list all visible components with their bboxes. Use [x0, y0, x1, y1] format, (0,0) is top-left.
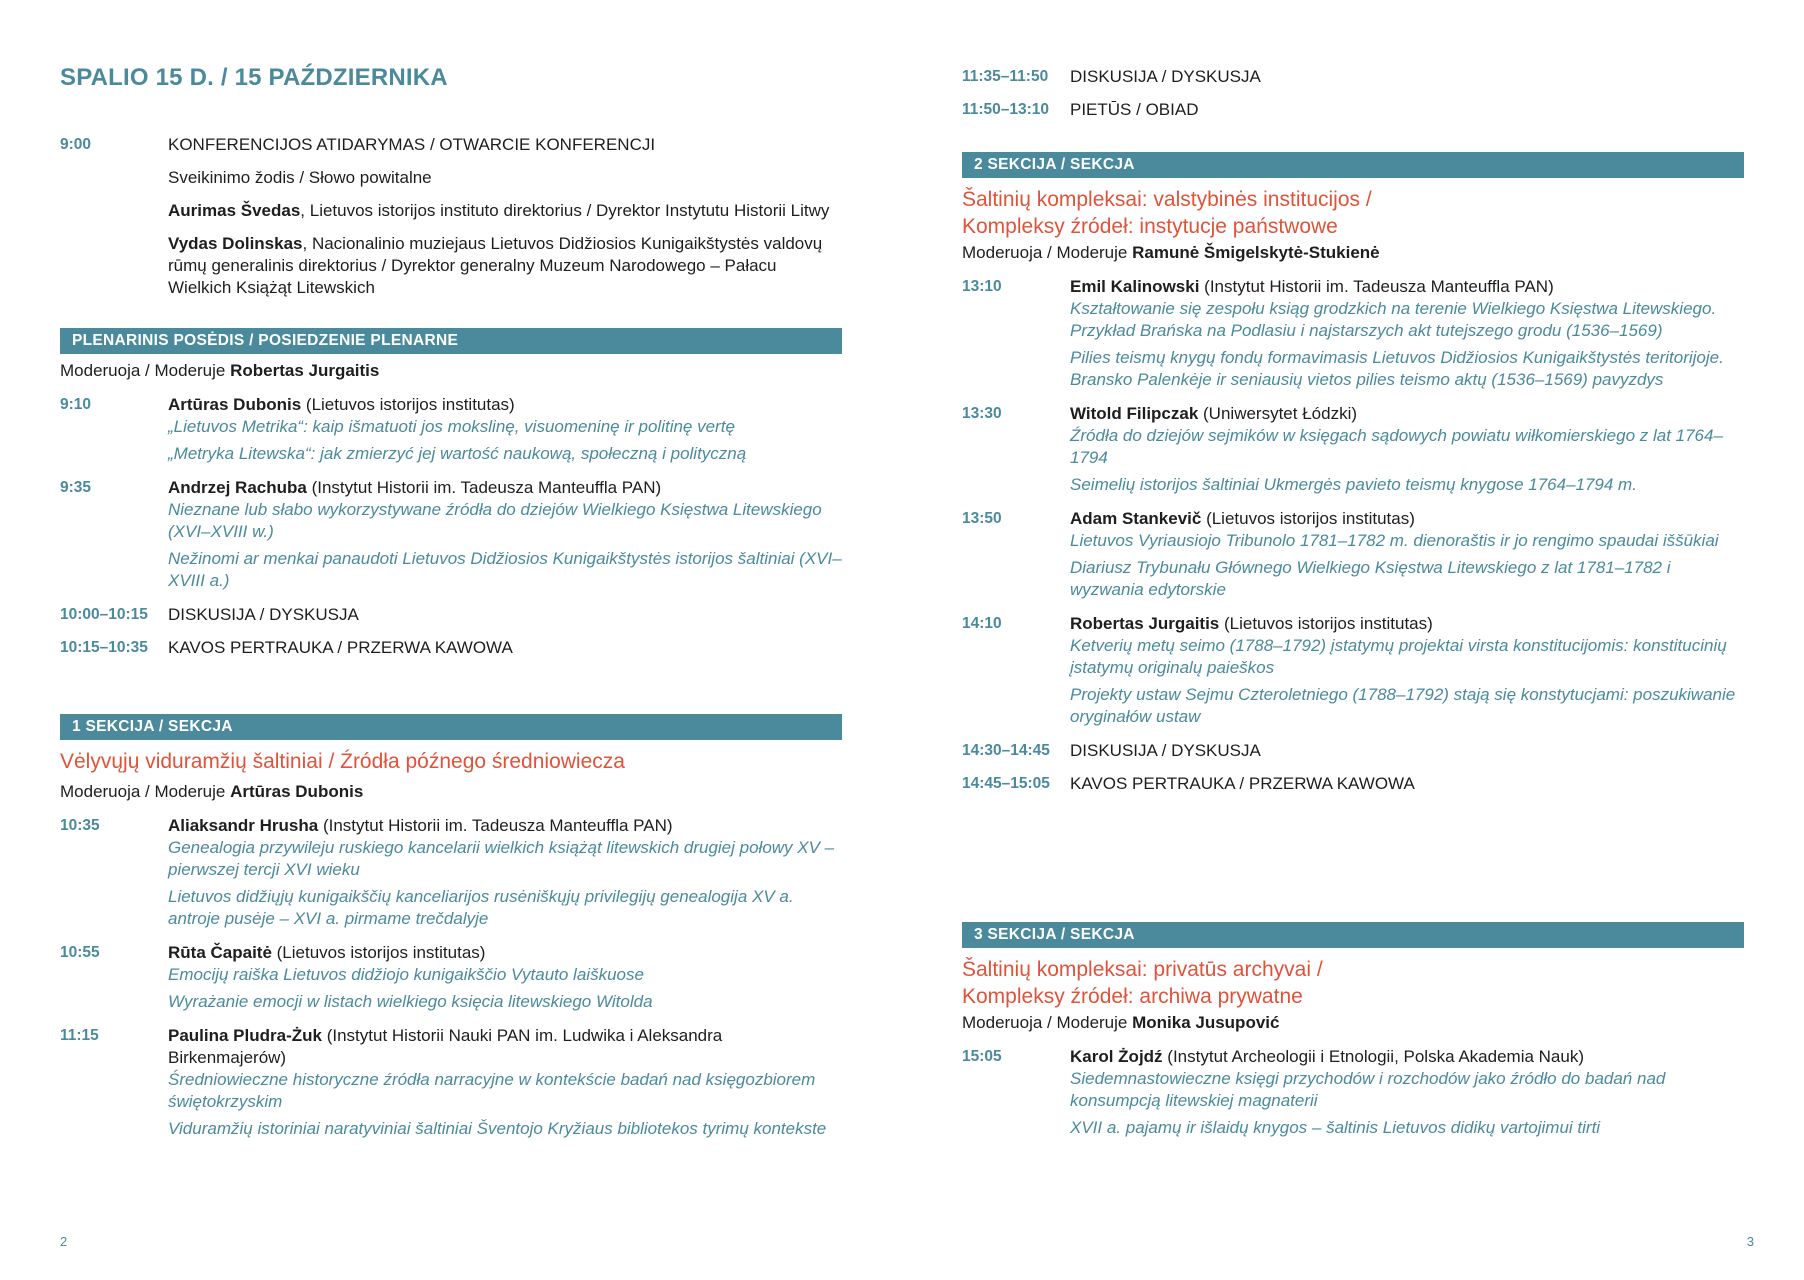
talk-title-lt: Seimelių istorijos šaltiniai Ukmergės pavieto teismų knygose 1764–1794 m.	[1070, 475, 1637, 494]
speaker-affiliation: (Instytut Archeologii i Etnologii, Polska Akademia Nauk)	[1162, 1047, 1584, 1066]
talk-time: 15:05	[962, 1048, 1002, 1065]
talk-title-lt: Nežinomi ar menkai panaudoti Lietuvos Didžiosios Kunigaikštystės istorijos šaltiniai (XVI–XVIII a.)	[168, 549, 842, 590]
talk-row	[60, 477, 842, 592]
speaker-name: Adam Stankevič	[1070, 509, 1202, 528]
talk-title-lt: Lietuvos didžiųjų kunigaikščių kanceliarijos rusėniškųjų privilegijų genealogija XV a. antroje pusėje – XVI a. pirmame trečdalyje	[168, 887, 794, 928]
section-title-line: Šaltinių kompleksai: valstybinės institucijos /	[962, 188, 1372, 211]
speaker-name: Aurimas Švedas	[168, 201, 301, 220]
speaker-name: Artūras Dubonis	[168, 395, 302, 414]
talk-row	[60, 394, 842, 465]
speaker-role: , Nacionalinio muziejaus Lietuvos Didžiosios Kunigaikštystės valdovų rūmų generalinis direktorius / Dyrektor generalny Muzeum Narodowego – Pałacu Wielkich Książąt Litewskich	[168, 234, 823, 297]
moderator-label: Moderuoja / Moderuje	[962, 243, 1133, 262]
speaker-name: Witold Filipczak	[1070, 404, 1199, 423]
talk-row	[962, 1046, 1744, 1139]
talk-title-lt: Pilies teismų knygų fondų formavimasis Lietuvos Didžiosios Kunigaikštystės teritorijoje. Bransko Palenkėje ir seniausių vietos pilies teismo aktų (1536–1569) pavyzdys	[1070, 348, 1724, 389]
speaker-name: Rūta Čapaitė	[168, 943, 272, 962]
break-time: 14:30–14:45	[962, 742, 1050, 759]
talk-time: 13:50	[962, 510, 1002, 527]
talk-time: 9:10	[60, 396, 92, 413]
break-label: KAVOS PERTRAUKA / PRZERWA KAWOWA	[168, 638, 513, 657]
left-page	[60, 0, 842, 1280]
break-label: DISKUSIJA / DYSKUSJA	[1070, 67, 1261, 86]
talk-title-lt: Lietuvos Vyriausiojo Tribunolo 1781–1782 m. dienoraštis ir jo rengimo spaudai iššūkiai	[1070, 531, 1719, 550]
section-1-header-bar: 1 SEKCIJA / SEKCJA	[60, 714, 842, 740]
talk-time: 10:35	[60, 817, 100, 834]
break-row	[962, 773, 1744, 795]
section-3	[962, 922, 1744, 1151]
talk-row	[962, 508, 1744, 601]
talk-title-lt: „Lietuvos Metrika“: kaip išmatuoti jos mokslinę, visuomeninę ir politinę vertę	[168, 417, 735, 436]
break-label: PIETŪS / OBIAD	[1070, 100, 1199, 119]
talk-row	[60, 1025, 842, 1140]
greeting-speaker-1	[168, 200, 842, 222]
break-time: 11:50–13:10	[962, 101, 1050, 118]
section-title-line: Šaltinių kompleksai: privatūs archyvai /	[962, 958, 1323, 981]
section-2-header-bar: 2 SEKCIJA / SEKCJA	[962, 152, 1744, 178]
moderator-label: Moderuoja / Moderuje	[60, 782, 231, 801]
break-label: DISKUSIJA / DYSKUSJA	[168, 605, 359, 624]
talk-time: 9:35	[60, 479, 92, 496]
page-number-right: 3	[1746, 1234, 1754, 1249]
talk-time: 13:30	[962, 405, 1002, 422]
talk-title-lt: Viduramžių istoriniai naratyviniai šaltiniai Šventojo Kryžiaus bibliotekos tyrimų kontekste	[168, 1119, 827, 1138]
speaker-affiliation: (Instytut Historii Nauki PAN im. Ludwika i Aleksandra Birkenmajerów)	[168, 1026, 723, 1067]
speaker-name: Paulina Pludra-Żuk	[168, 1026, 322, 1045]
speaker-role: , Lietuvos istorijos instituto direktorius / Dyrektor Instytutu Historii Litwy	[300, 201, 830, 220]
moderator-name: Artūras Dubonis	[230, 782, 364, 801]
talk-row	[962, 613, 1744, 728]
greeting-label: Sveikinimo žodis / Słowo powitalne	[168, 168, 432, 187]
talk-row	[962, 276, 1744, 391]
talk-time: 11:15	[60, 1027, 99, 1044]
talk-row	[962, 403, 1744, 496]
break-time: 10:00–10:15	[60, 606, 148, 623]
plenary-session	[60, 328, 842, 670]
speaker-affiliation: (Uniwersytet Łódzki)	[1198, 404, 1358, 423]
break-row	[60, 637, 842, 659]
section-3-moderator	[962, 1012, 1744, 1034]
opening-title: KONFERENCIJOS ATIDARYMAS / OTWARCIE KONFERENCJI	[168, 135, 656, 154]
moderator-label: Moderuoja / Moderuje	[60, 361, 231, 380]
speaker-affiliation: (Instytut Historii im. Tadeusza Manteuffla PAN)	[1199, 277, 1554, 296]
talk-title-pl: Wyrażanie emocji w listach wielkiego księcia litewskiego Witolda	[168, 992, 653, 1011]
opening-time: 9:00	[60, 136, 92, 153]
lunch-block	[962, 66, 1744, 132]
speaker-affiliation: (Lietuvos istorijos institutas)	[271, 943, 486, 962]
break-row	[962, 99, 1744, 121]
section-2-moderator	[962, 242, 1744, 264]
talk-title-lt: XVII a. pajamų ir išlaidų knygos – šaltinis Lietuvos didikų vartojimui tirti	[1070, 1118, 1601, 1137]
section-2	[962, 152, 1744, 806]
plenary-header-bar: PLENARINIS POSĖDIS / POSIEDZENIE PLENARNE	[60, 328, 842, 354]
break-time: 10:15–10:35	[60, 639, 148, 656]
speaker-name: Andrzej Rachuba	[168, 478, 307, 497]
break-time: 11:35–11:50	[962, 68, 1049, 85]
talk-title-pl: Źródła do dziejów sejmików w księgach sądowych powiatu wiłkomierskiego z lat 1764–1794	[1070, 426, 1723, 467]
greeting-speaker-2	[168, 233, 842, 299]
talk-title-pl: Diariusz Trybunału Głównego Wielkiego Księstwa Litewskiego z lat 1781–1782 i wyzwania edytorskie	[1070, 558, 1671, 599]
break-label: KAVOS PERTRAUKA / PRZERWA KAWOWA	[1070, 774, 1415, 793]
talk-title-lt: Ketverių metų seimo (1788–1792) įstatymų projektai virsta konstitucijomis: konstitucinių įstatymų originalų paieškos	[1070, 636, 1727, 677]
talk-title-pl: Projekty ustaw Sejmu Czteroletniego (1788–1792) stają się konstytucjami: poszukiwanie oryginałów ustaw	[1070, 685, 1736, 726]
break-row	[60, 604, 842, 626]
speaker-name: Emil Kalinowski	[1070, 277, 1200, 296]
right-page	[962, 0, 1754, 1280]
speaker-name: Karol Żojdź	[1070, 1047, 1163, 1066]
section-1-title: Vėlyvųjų viduramžių šaltiniai / Źródła późnego średniowiecza	[60, 750, 625, 773]
section-title-line: Kompleksy źródeł: instytucje państwowe	[962, 215, 1338, 238]
talk-time: 14:10	[962, 615, 1002, 632]
talk-title-pl: Genealogia przywileju ruskiego kancelarii wielkich książąt litewskich drugiej połowy XV – pierwszej tercji XVI wieku	[168, 838, 835, 879]
speaker-affiliation: (Lietuvos istorijos institutas)	[301, 395, 515, 414]
talk-title-pl: Siedemnastowieczne księgi przychodów i rozchodów jako źródło do badań nad konsumpcją litewskiej magnaterii	[1070, 1069, 1666, 1110]
talk-time: 10:55	[60, 944, 100, 961]
talk-time: 13:10	[962, 278, 1002, 295]
section-1-moderator	[60, 781, 842, 803]
section-1	[60, 714, 842, 1152]
talk-row	[60, 815, 842, 930]
page-number-left: 2	[60, 1234, 68, 1249]
plenary-moderator	[60, 360, 842, 382]
section-title-line: Kompleksy źródeł: archiwa prywatne	[962, 985, 1303, 1008]
opening-row	[60, 134, 842, 310]
break-row	[962, 740, 1744, 762]
break-label: DISKUSIJA / DYSKUSJA	[1070, 741, 1261, 760]
break-time: 14:45–15:05	[962, 775, 1050, 792]
talk-title-lt: Emocijų raiška Lietuvos didžiojo kunigaikščio Vytauto laiškuose	[168, 965, 644, 984]
day-title: SPALIO 15 D. / 15 PAŹDZIERNIKA	[60, 64, 448, 91]
moderator-name: Monika Jusupović	[1132, 1013, 1280, 1032]
speaker-name: Aliaksandr Hrusha	[168, 816, 319, 835]
opening-block	[60, 134, 842, 310]
speaker-name: Robertas Jurgaitis	[1070, 614, 1220, 633]
section-2-title	[962, 186, 1744, 240]
break-row	[962, 66, 1744, 88]
moderator-name: Robertas Jurgaitis	[230, 361, 380, 380]
moderator-label: Moderuoja / Moderuje	[962, 1013, 1133, 1032]
talk-title-pl: „Metryka Litewska“: jak zmierzyć jej wartość naukową, społeczną i polityczną	[168, 444, 747, 463]
talk-title-pl: Nieznane lub słabo wykorzystywane źródła do dziejów Wielkiego Księstwa Litewskiego (XVI–XVIII w.)	[168, 500, 822, 541]
speaker-name: Vydas Dolinskas	[168, 234, 303, 253]
speaker-affiliation: (Instytut Historii im. Tadeusza Manteuffla PAN)	[318, 816, 673, 835]
moderator-name: Ramunė Šmigelskytė-Stukienė	[1132, 243, 1380, 262]
section-3-title	[962, 956, 1744, 1010]
section-3-header-bar: 3 SEKCIJA / SEKCJA	[962, 922, 1744, 948]
talk-title-pl: Kształtowanie się zespołu ksiąg grodzkich na terenie Wielkiego Księstwa Litewskiego. Przykład Brańska na Podlasiu i najstarszych akt tutejszego grodu (1536–1569)	[1070, 299, 1717, 340]
speaker-affiliation: (Lietuvos istorijos institutas)	[1201, 509, 1415, 528]
speaker-affiliation: (Lietuvos istorijos institutas)	[1219, 614, 1433, 633]
talk-row	[60, 942, 842, 1013]
speaker-affiliation: (Instytut Historii im. Tadeusza Manteuffla PAN)	[306, 478, 662, 497]
talk-title-pl: Średniowieczne historyczne źródła narracyjne w kontekście badań nad księgozbiorem świętokrzyskim	[168, 1070, 816, 1111]
